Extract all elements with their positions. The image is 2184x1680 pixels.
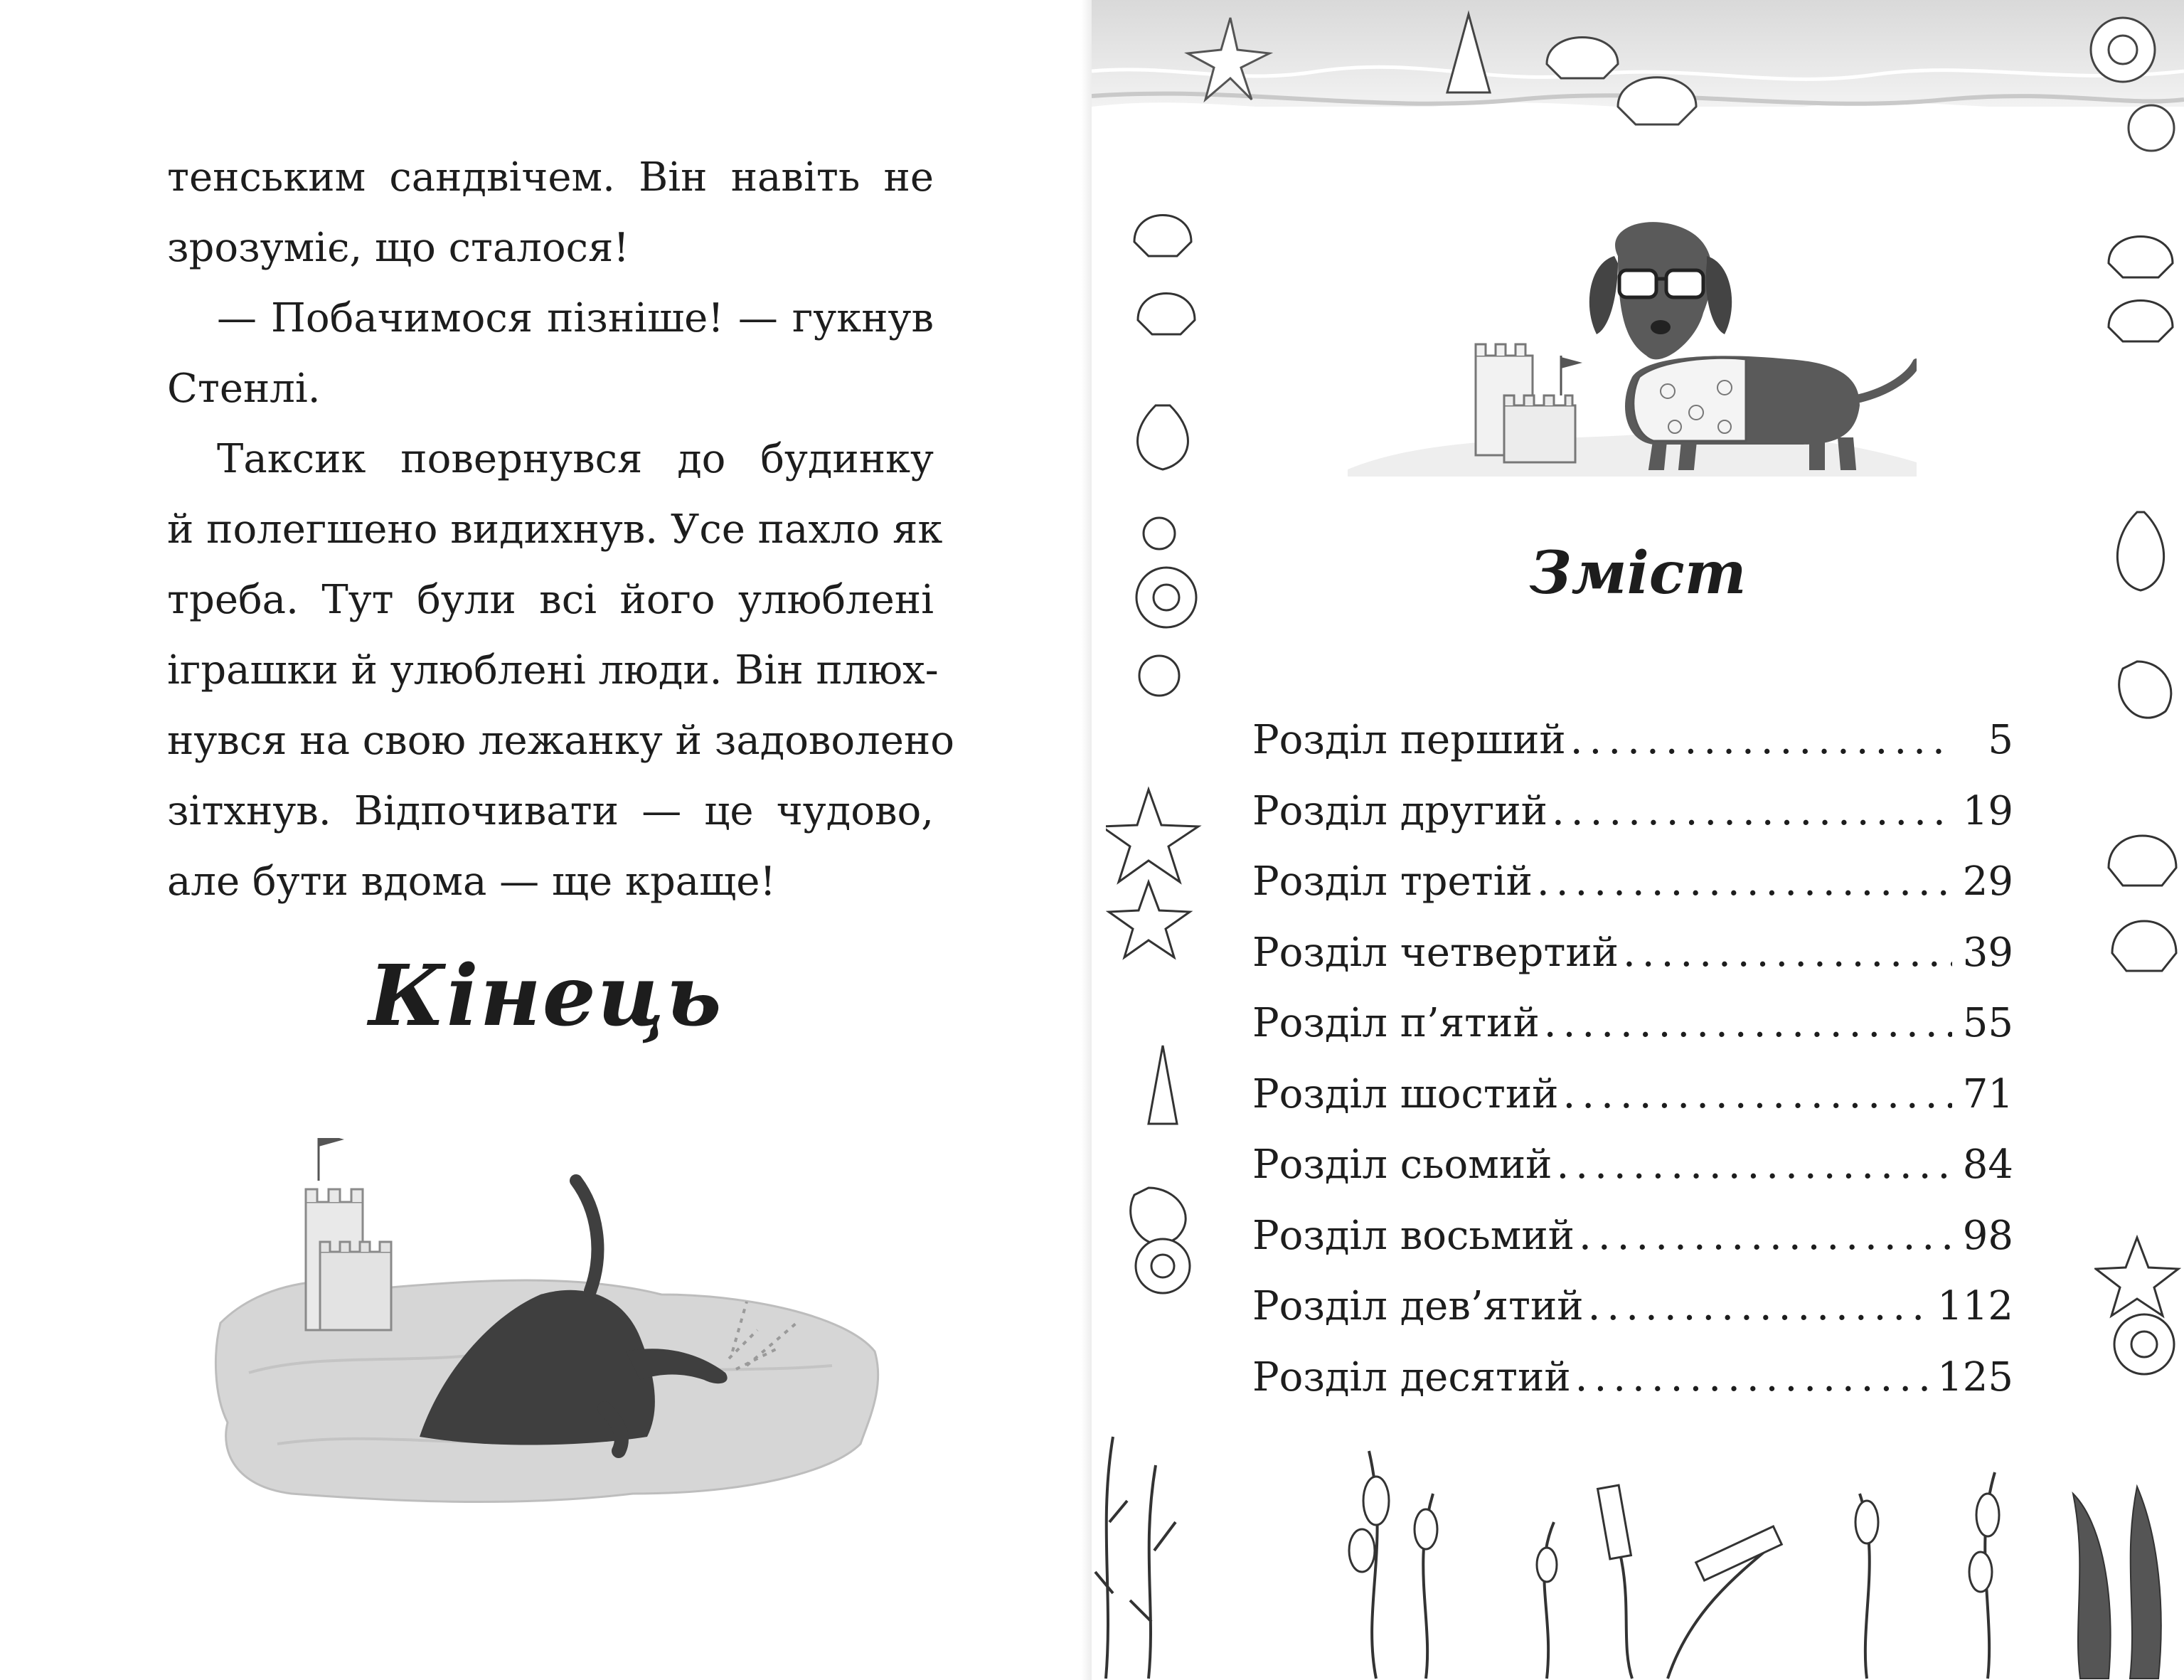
text-line: — Побачимося пізніше! — гукнув [217,295,934,341]
toc-leader-dots [1623,930,1952,976]
text-line: Таксик повернувся до будинку [217,436,934,482]
right-shell-border [2094,28,2184,1423]
table-of-contents [1252,717,2013,1425]
toc-entry[interactable] [1252,930,2013,1001]
toc-entry[interactable] [1252,1354,2013,1425]
text-line: але бути вдома — ще краще! [167,858,776,905]
toc-entry[interactable] [1252,1283,2013,1354]
toc-leader-dots [1544,1000,1952,1046]
right-page [1092,0,2184,1680]
text-line: тенським сандвічем. Він навіть не [167,154,934,201]
text-line: Стенлі. [167,366,321,412]
the-end-heading: Кінець [368,946,723,1045]
toc-leader-dots [1570,717,1952,763]
dachshund-sunglasses-illustration [1348,199,1917,498]
toc-page-number: 5 [1988,717,2013,763]
story-text [167,142,954,917]
toc-leader-dots [1552,788,1952,834]
toc-entry[interactable] [1252,858,2013,930]
toc-entry[interactable] [1252,1213,2013,1284]
toc-page-number: 84 [1962,1142,2013,1188]
left-shell-border [1106,178,1220,1387]
toc-leader-dots [1575,1354,1933,1400]
toc-entry[interactable] [1252,1071,2013,1142]
text-line: зітхнув. Відпочивати — це чудово, [167,788,934,834]
text-line: нувся на свою лежанку й задоволено [167,718,954,764]
toc-chapter-label: Розділ четвертий [1252,929,1619,976]
toc-leader-dots [1556,1142,1952,1188]
toc-entry[interactable] [1252,788,2013,859]
toc-page-number: 71 [1962,1070,2013,1117]
toc-leader-dots [1562,1071,1952,1117]
toc-chapter-label: Розділ шостий [1252,1070,1559,1117]
toc-page-number: 55 [1962,1000,2013,1046]
toc-page-number: 125 [1937,1354,2013,1400]
text-line: іграшки й улюблені люди. Він плюх- [167,647,939,693]
toc-entry[interactable] [1252,717,2013,788]
toc-page-number: 39 [1962,929,2013,976]
toc-entry[interactable] [1252,1000,2013,1071]
toc-page-number: 98 [1962,1212,2013,1259]
toc-chapter-label: Розділ десятий [1252,1354,1571,1400]
toc-chapter-label: Розділ сьомий [1252,1142,1552,1188]
dachshund-digging-illustration [206,1138,889,1536]
toc-page-number: 29 [1962,858,2013,905]
toc-chapter-label: Розділ дев’ятий [1252,1283,1584,1329]
toc-chapter-label: Розділ восьмий [1252,1212,1575,1259]
contents-title: Зміст [1529,539,1747,607]
toc-chapter-label: Розділ перший [1252,717,1566,763]
toc-leader-dots [1579,1213,1952,1259]
text-line: зрозуміє, що сталося! [167,225,629,271]
toc-entry[interactable] [1252,1142,2013,1213]
toc-chapter-label: Розділ третій [1252,858,1533,905]
text-line: треба. Тут були всі його улюблені [167,577,934,623]
text-line: й полегшено видихнув. Усе пахло як [167,506,943,553]
toc-chapter-label: Розділ п’ятий [1252,1000,1540,1046]
toc-chapter-label: Розділ другий [1252,787,1548,834]
toc-page-number: 19 [1962,787,2013,834]
beach-waves-decoration [1092,0,2184,156]
toc-leader-dots [1537,858,1952,905]
toc-leader-dots [1588,1283,1934,1329]
toc-page-number: 112 [1937,1283,2013,1329]
